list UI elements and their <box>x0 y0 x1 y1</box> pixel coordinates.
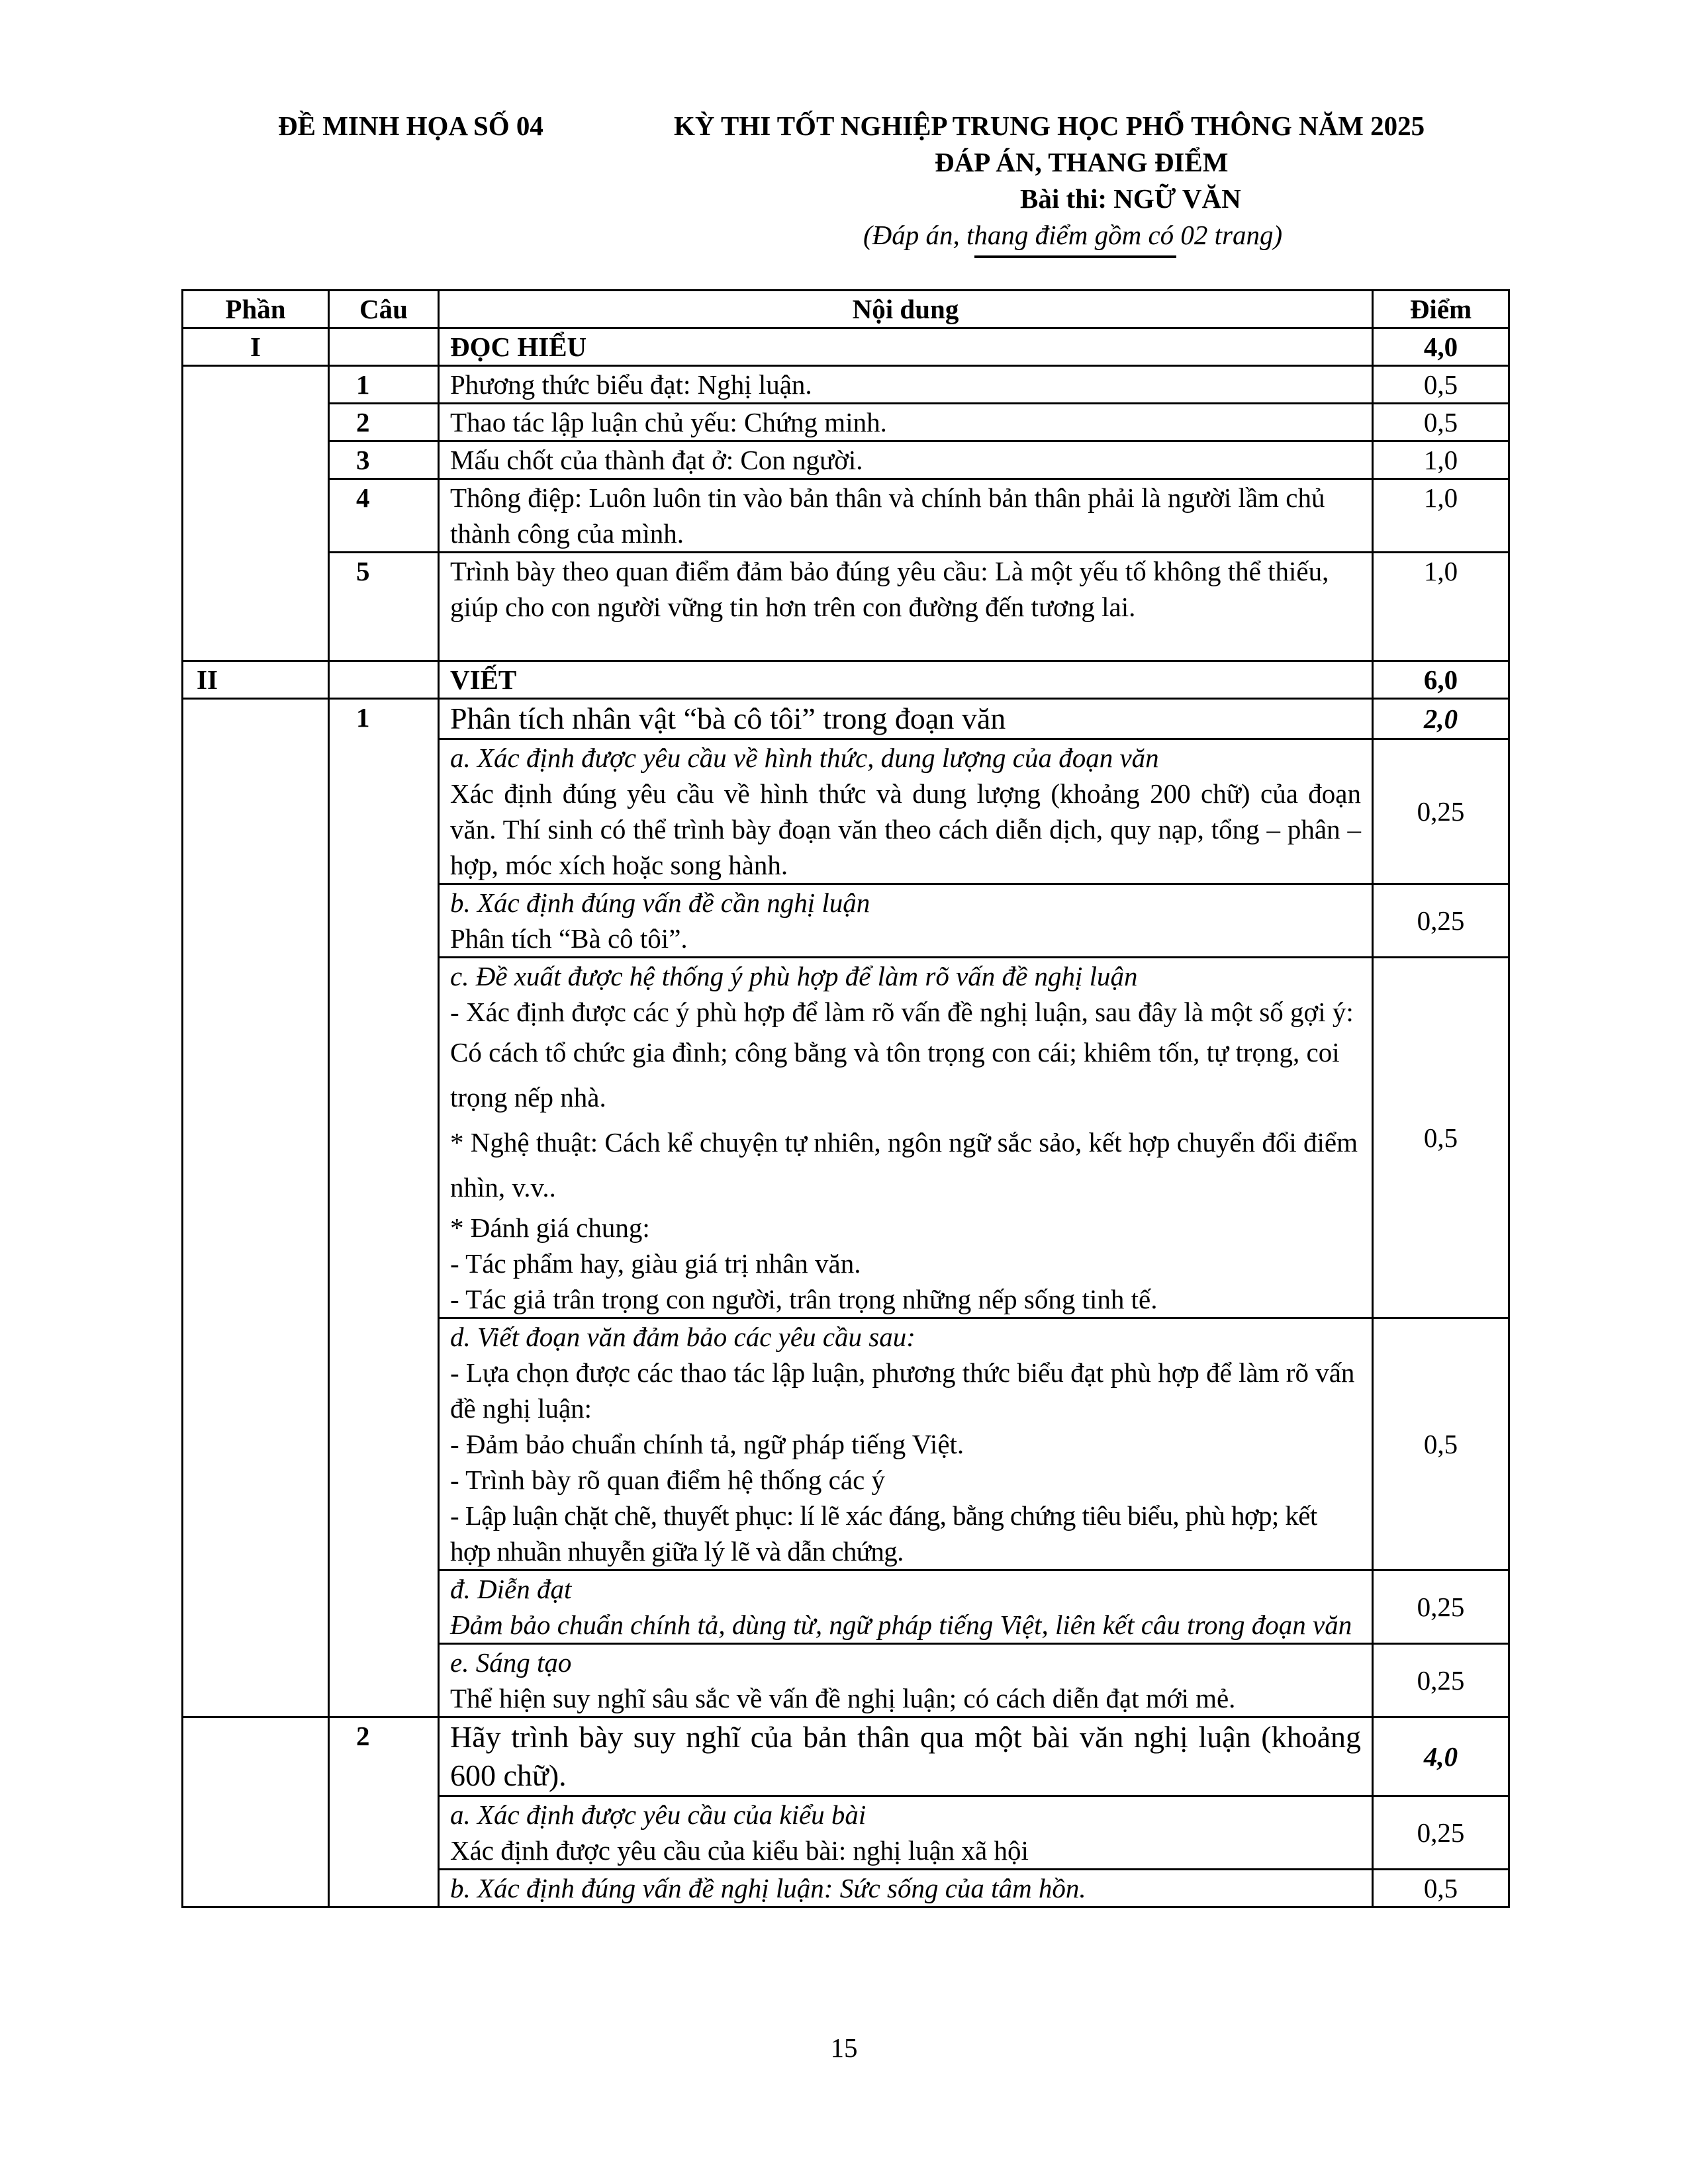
criterion-body: Đảm bảo chuẩn chính tả, dùng từ, ngữ pháp tiếng Việt, liên kết câu trong đoạn văn <box>450 1610 1352 1640</box>
header-content: Nội dung <box>439 291 1373 328</box>
table-row <box>183 553 1509 661</box>
header-score: Điểm <box>1373 291 1509 328</box>
question-title: Hãy trình bày suy nghĩ của bản thân qua một bài văn nghị luận (khoảng 600 chữ). <box>439 1717 1373 1796</box>
header-part: Phần <box>183 291 329 328</box>
answer-score: 1,0 <box>1373 479 1509 553</box>
exam-title: KỲ THI TỐT NGHIỆP TRUNG HỌC PHỔ THÔNG NĂM 2025 <box>674 111 1425 141</box>
answer-score: 0,5 <box>1373 366 1509 404</box>
table-row <box>183 366 1509 404</box>
criterion-score: 0,5 <box>1373 1870 1509 1907</box>
criterion-line: - Đảm bảo chuẩn chính tả, ngữ pháp tiếng Việt. <box>450 1429 964 1459</box>
criterion-heading: d. Viết đoạn văn đảm bảo các yêu cầu sau: <box>450 1322 915 1352</box>
question-number: 5 <box>329 553 439 661</box>
question-number: 1 <box>329 699 439 1717</box>
criterion-score: 0,25 <box>1373 884 1509 958</box>
page-count-note: (Đáp án, thang điểm gồm có 02 trang) <box>863 220 1283 250</box>
question-number: 4 <box>329 479 439 553</box>
table-row <box>183 404 1509 441</box>
criterion-e <box>439 1644 1373 1717</box>
part-score: 4,0 <box>1373 328 1509 366</box>
criterion-b <box>439 884 1373 958</box>
criterion-score: 0,25 <box>1373 739 1509 884</box>
criterion-line: - Lập luận chặt chẽ, thuyết phục: lí lẽ xác đáng, bằng chứng tiêu biểu, phù hợp; kết hợp nhuần nhuyễn giữa lý lẽ và dẫn chứng. <box>450 1500 1317 1567</box>
question-number: 2 <box>329 1717 439 1907</box>
table-header-row <box>183 291 1509 328</box>
part-score: 6,0 <box>1373 661 1509 699</box>
criterion-line: - Trình bày rõ quan điểm hệ thống các ý <box>450 1465 886 1495</box>
answer-score: 1,0 <box>1373 553 1509 661</box>
criterion-heading: a. Xác định được yêu cầu của kiểu bài <box>450 1799 867 1830</box>
answer-content: Trình bày theo quan điểm đảm bảo đúng yêu cầu: Là một yếu tố không thể thiếu, giúp cho con người vững tin hơn trên con đường đến tương lai. <box>439 553 1373 661</box>
criterion-heading: c. Đề xuất được hệ thống ý phù hợp để làm rõ vấn đề nghị luận <box>450 961 1138 991</box>
part-label: II <box>183 661 329 699</box>
criterion-line: * Nghệ thuật: Cách kể chuyện tự nhiên, ngôn ngữ sắc sảo, kết hợp chuyển đổi điểm nhìn, v.v.. <box>450 1127 1358 1203</box>
header-question: Câu <box>329 291 439 328</box>
table-row <box>183 479 1509 553</box>
part-title: ĐỌC HIỂU <box>439 328 1373 366</box>
criterion-score: 0,5 <box>1373 1318 1509 1570</box>
answer-content: Mấu chốt của thành đạt ở: Con người. <box>439 441 1373 479</box>
part-row <box>183 661 1509 699</box>
question-row <box>183 1717 1509 1796</box>
criterion-line: * Đánh giá chung: <box>450 1212 650 1243</box>
question-number: 3 <box>329 441 439 479</box>
criterion-line: - Tác phẩm hay, giàu giá trị nhân văn. <box>450 1248 861 1279</box>
exam-code: ĐỀ MINH HỌA SỐ 04 <box>278 111 543 141</box>
criterion-heading: đ. Diễn đạt <box>450 1574 572 1604</box>
criterion-dd <box>439 1570 1373 1644</box>
answer-score: 0,5 <box>1373 404 1509 441</box>
part-row <box>183 328 1509 366</box>
criterion-heading: a. Xác định được yêu cầu về hình thức, dung lượng của đoạn văn <box>450 743 1159 773</box>
criterion-body: Thể hiện suy nghĩ sâu sắc về vấn đề nghị luận; có cách diễn đạt mới mẻ. <box>450 1683 1236 1713</box>
criterion-b: b. Xác định đúng vấn đề nghị luận: Sức sống của tâm hồn. <box>439 1870 1373 1907</box>
criterion-score: 0,25 <box>1373 1644 1509 1717</box>
criterion-heading: e. Sáng tạo <box>450 1647 572 1678</box>
subject-line: Bài thi: NGỮ VĂN <box>1020 183 1241 214</box>
criterion-body: Xác định được yêu cầu của kiểu bài: nghị luận xã hội <box>450 1835 1029 1866</box>
criterion-heading: b. Xác định đúng vấn đề cần nghị luận <box>450 887 870 918</box>
answer-score: 1,0 <box>1373 441 1509 479</box>
answer-content: Thao tác lập luận chủ yếu: Chứng minh. <box>439 404 1373 441</box>
criterion-line: - Tác giả trân trọng con người, trân trọng những nếp sống tinh tế. <box>450 1284 1158 1314</box>
answer-content: Phương thức biểu đạt: Nghị luận. <box>439 366 1373 404</box>
criterion-line: - Lựa chọn được các thao tác lập luận, phương thức biểu đạt phù hợp để làm rõ vấn đề nghị luận: <box>450 1357 1355 1424</box>
question-title: Phân tích nhân vật “bà cô tôi” trong đoạn văn <box>439 699 1373 739</box>
criterion-score: 0,5 <box>1373 958 1509 1318</box>
criterion-line: Có cách tổ chức gia đình; công bằng và tôn trọng con cái; khiêm tốn, tự trọng, coi trọng nếp nhà. <box>450 1037 1340 1113</box>
part-label: I <box>183 328 329 366</box>
criterion-score: 0,25 <box>1373 1570 1509 1644</box>
question-row <box>183 699 1509 739</box>
answer-key-title: ĐÁP ÁN, THANG ĐIỂM <box>935 147 1229 177</box>
criterion-a <box>439 739 1373 884</box>
criterion-a <box>439 1796 1373 1870</box>
question-number: 2 <box>329 404 439 441</box>
criterion-line: - Xác định được các ý phù hợp để làm rõ vấn đề nghị luận, sau đây là một số gợi ý: <box>450 997 1354 1027</box>
table-row <box>183 441 1509 479</box>
criterion-body: Phân tích “Bà cô tôi”. <box>450 923 688 954</box>
underline-rule <box>974 255 1176 258</box>
criterion-c <box>439 958 1373 1318</box>
question-score: 2,0 <box>1373 699 1509 739</box>
criterion-score: 0,25 <box>1373 1796 1509 1870</box>
answer-table <box>181 289 1510 1908</box>
criterion-d <box>439 1318 1373 1570</box>
answer-content: Thông điệp: Luôn luôn tin vào bản thân và chính bản thân phải là người lầm chủ thành công của mình. <box>439 479 1373 553</box>
part-title: VIẾT <box>439 661 1373 699</box>
question-score: 4,0 <box>1373 1717 1509 1796</box>
page-number: 15 <box>830 2032 858 2063</box>
question-number: 1 <box>329 366 439 404</box>
criterion-body: Xác định đúng yêu cầu về hình thức và dung lượng (khoảng 200 chữ) của đoạn văn. Thí sinh có thể trình bày đoạn văn theo cách diễn dịch, quy nạp, tổng – phân – hợp, móc xích hoặc song hành. <box>450 778 1361 880</box>
